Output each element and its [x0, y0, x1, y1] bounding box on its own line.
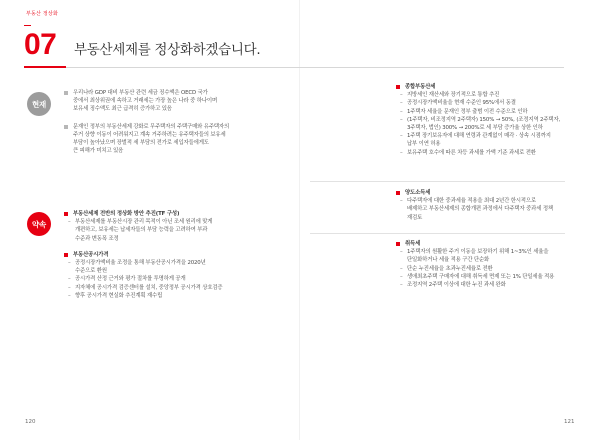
bullet-square-icon — [64, 253, 68, 257]
topic-item — [64, 292, 223, 300]
topic-item — [396, 281, 554, 289]
current-item — [64, 123, 229, 156]
dash-icon: – — [68, 260, 71, 267]
topic-heading: 부동산세제 전반의 정상화 방안 추진(TF 구성) — [73, 211, 180, 217]
current-badge-label: 현재 — [32, 99, 46, 109]
dash-icon: – — [400, 273, 403, 280]
topic-heading-row — [396, 189, 553, 197]
topic-item — [396, 273, 554, 281]
topic-item — [64, 218, 223, 226]
topic-heading: 취득세 — [405, 241, 421, 247]
title-rule-accent — [24, 66, 66, 68]
promise-badge-label: 약속 — [32, 219, 46, 229]
topic-heading: 종합부동산세 — [405, 84, 436, 90]
topic-item-line: 수준으로 환원 — [75, 268, 107, 275]
divider — [310, 233, 565, 234]
bullet-square-icon — [64, 212, 68, 216]
topic-item-text: 공정시장가액비율 조정을 통해 부동산공시가격을 2020년 — [75, 260, 206, 267]
current-badge — [27, 92, 51, 116]
current-item-line: 보유세 징수액도 최근 급격히 증가하고 있음 — [73, 106, 172, 113]
title-rule — [24, 67, 564, 68]
topic-item-line: 수준과 변동폭 조정 — [75, 235, 119, 242]
dash-icon: – — [400, 265, 403, 272]
current-item-text: 문재인 정부의 부동산세제 강화로 무주택자의 주택구매와 유주택자의 — [73, 123, 230, 130]
topic-item-line: 납부 이연 허용 — [407, 141, 441, 148]
current-item-line: 큰 피해가 미치고 있음 — [73, 148, 124, 155]
dash-icon: – — [400, 282, 403, 289]
current-item-line: 중에서 최상위권에 속하고 거래세는 가장 높은 나라 중 하나이며 — [73, 98, 217, 105]
section-tag: 부동산 정상화 — [26, 11, 58, 17]
dash-icon: – — [400, 149, 403, 156]
bullet-square-icon — [64, 91, 68, 95]
topic-item-text: 조정지역 2주택 이상에 대한 누진 과세 완화 — [407, 282, 506, 289]
topic-item-text: 생애최초주택 구매자에 대해 취득세 면제 또는 1% 단일세율 적용 — [407, 273, 555, 280]
topic-item — [64, 284, 223, 292]
topic-item-line: 단일화하거나 세율 적용 구간 단순화 — [407, 257, 490, 264]
promise-badge — [27, 212, 51, 236]
topic-item-text: 향후 공시가격 현실화 추진계획 재수립 — [75, 292, 163, 299]
topic-item-text: 보유주택 호수에 따른 차등 과세를 가액 기준 과세로 전환 — [407, 149, 536, 156]
topic-item — [64, 259, 223, 267]
topic-item-line: 3주택자, 법인) 300% → 200%로 세 부담 증가율 상한 인하 — [407, 125, 543, 132]
dash-icon: – — [68, 292, 71, 299]
page-number-left: 120 — [25, 419, 36, 425]
bullet-square-icon — [396, 242, 400, 246]
dash-icon: – — [400, 108, 403, 115]
current-section — [64, 89, 229, 155]
topic-heading-row — [64, 251, 223, 259]
topic-item — [396, 108, 560, 116]
dash-icon: – — [400, 249, 403, 256]
dash-icon: – — [68, 284, 71, 291]
topic-item-text: 공정시장가액비율을 현재 수준인 95%에서 동결 — [407, 100, 516, 107]
current-item-line: 부담이 높아났으며 장벌적 세 부담의 전가로 세입자들에게도 — [73, 140, 209, 147]
topic-item-text: 공시가격 산정 근거와 평가 절차를 투명하게 공개 — [75, 276, 186, 283]
current-item-line: 주거 상향 이동이 어려워지고 계속 거주하려는 유주택자들의 보유세 — [73, 131, 226, 138]
current-item-row — [64, 89, 229, 97]
dash-icon: – — [68, 276, 71, 283]
topic-item-text: 1주택자 세율을 문재인 정부 출범 이전 수준으로 인하 — [407, 108, 528, 115]
topic-item-line: 재검토 — [407, 214, 423, 221]
dash-icon: – — [400, 133, 403, 140]
topic-item-text: 1주택 장기보유자에 대해 연령과 관계없이 매각 · 상속 시점까지 — [407, 133, 551, 140]
dash-icon: – — [400, 100, 403, 107]
topic-item-line: 배제하고 부동산세제의 종합개편 과정에서 다주택자 중과세 정책 — [407, 206, 553, 213]
topic-heading: 양도소득세 — [405, 190, 431, 196]
topic-block — [396, 240, 554, 289]
promise-section — [64, 210, 223, 300]
chapter-number: 07 — [24, 28, 57, 61]
topic-item — [396, 132, 560, 140]
topic-item-text: 다주택자에 대한 중과세율 적용을 최대 2년간 한시적으로 — [407, 198, 536, 205]
page-number-right: 121 — [564, 419, 575, 425]
divider — [310, 181, 565, 182]
topic-block — [396, 83, 560, 157]
topic-item — [396, 265, 554, 273]
topic-block — [396, 189, 553, 222]
topic-item — [396, 149, 560, 157]
topic-item-text: 부동산세제를 부동산시장 관리 목적이 아닌 조세 원리에 맞게 — [75, 219, 213, 226]
topic-item-text: (1주택자, 비조정지역 2주택자) 150% → 50%, (조정지역 2주택자, — [407, 116, 561, 123]
topic-item-text: 1주택자의 원활한 주거 이동을 보장하기 위해 1~3%인 세율을 — [407, 249, 549, 256]
right-block-comprehensive-tax — [396, 83, 560, 157]
topic-item-line: 개편하고, 보유세는 납세자들의 부담 능력을 고려하여 부과 — [75, 227, 208, 234]
topic-heading-row — [396, 83, 560, 91]
topic-heading-row — [64, 210, 223, 218]
topic-item — [64, 275, 223, 283]
current-item — [64, 89, 229, 114]
right-block-capital-gains-tax — [396, 189, 553, 222]
topic-item-text: 단순 누진세율을 초과누진세율로 전환 — [407, 265, 493, 272]
chapter-title: 부동산세제를 정상화하겠습니다. — [74, 42, 261, 58]
topic-heading-row — [396, 240, 554, 248]
topic-item — [396, 197, 553, 205]
topic-item — [396, 116, 560, 124]
bullet-square-icon — [396, 85, 400, 89]
topic-item — [396, 248, 554, 256]
current-item-text: 우리나라 GDP 대비 부동산 관련 세금 징수액은 OECD 국가 — [73, 90, 208, 96]
topic-heading: 부동산공시가격 — [73, 251, 109, 258]
dash-icon: – — [68, 219, 71, 226]
topic-item — [396, 91, 560, 99]
bullet-square-icon — [396, 191, 400, 195]
topic-item-text: 지자체에 공시가격 검증센터를 설치, 중앙정부 공시가격 상호검증 — [75, 284, 223, 291]
topic-item-text: 지방세인 재산세와 장기적으로 통합 추진 — [407, 92, 500, 99]
topic-block — [64, 251, 223, 300]
right-block-acquisition-tax — [396, 240, 554, 289]
header-rule — [24, 25, 31, 26]
dash-icon: – — [400, 198, 403, 205]
topic-block — [64, 210, 223, 243]
topic-item — [396, 99, 560, 107]
current-item-row — [64, 123, 229, 131]
dash-icon: – — [400, 92, 403, 99]
bullet-square-icon — [64, 125, 68, 129]
dash-icon: – — [400, 116, 403, 123]
